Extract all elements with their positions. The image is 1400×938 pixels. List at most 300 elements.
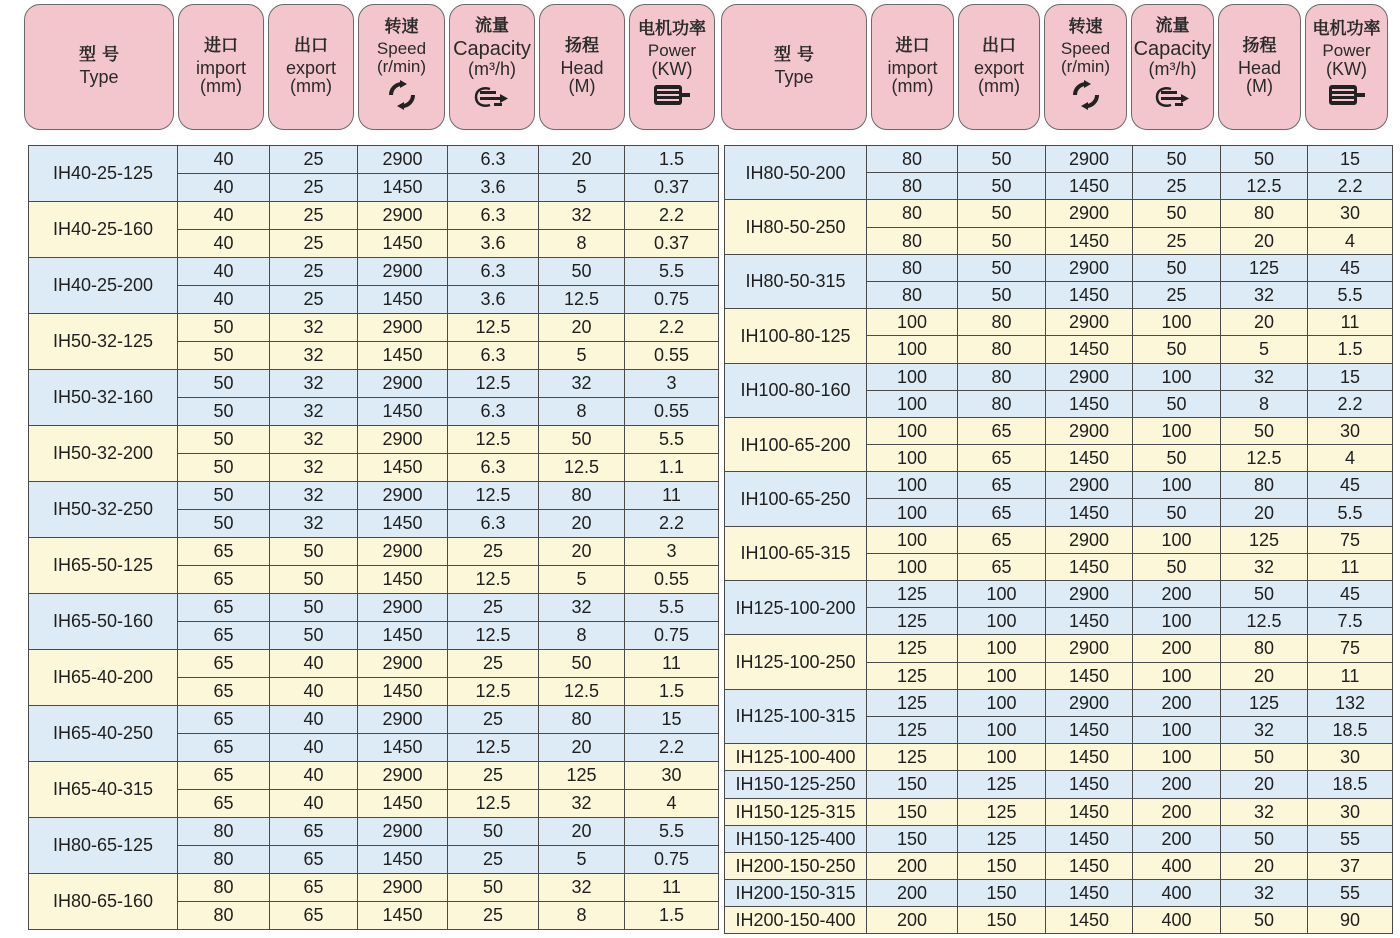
table-row — [725, 825, 1393, 852]
power-cell: 11 — [1308, 553, 1393, 580]
header-unit-label: (M) — [1246, 76, 1273, 97]
power-cell: 30 — [1308, 798, 1393, 825]
table-row — [725, 309, 1393, 336]
head-cell: 20 — [539, 538, 625, 566]
header-head-right — [1218, 4, 1301, 130]
export-cell: 100 — [958, 662, 1046, 689]
import-cell: 125 — [867, 716, 958, 743]
head-cell: 20 — [539, 146, 625, 174]
import-cell: 100 — [867, 526, 958, 553]
capacity-cell: 50 — [1133, 146, 1221, 173]
speed-cell: 2900 — [1046, 417, 1133, 444]
header-speed-left — [358, 4, 445, 130]
head-cell: 8 — [1221, 390, 1308, 417]
head-cell: 32 — [539, 202, 625, 230]
header-cn-label: 进口 — [204, 35, 238, 56]
export-cell: 150 — [958, 852, 1046, 879]
header-unit-label: (KW) — [651, 58, 693, 79]
import-cell: 80 — [178, 902, 270, 930]
header-cn-label: 电机功率 — [638, 18, 706, 39]
export-cell: 65 — [958, 445, 1046, 472]
import-cell: 125 — [867, 581, 958, 608]
export-cell: 40 — [270, 762, 358, 790]
head-cell: 20 — [539, 818, 625, 846]
speed-cell: 1450 — [1046, 608, 1133, 635]
capacity-cell: 25 — [448, 650, 539, 678]
table-row — [29, 762, 719, 790]
import-cell: 80 — [867, 254, 958, 281]
header-power-right — [1305, 4, 1388, 130]
head-cell: 125 — [539, 762, 625, 790]
model-type-cell: IH125-100-400 — [725, 744, 867, 771]
capacity-cell: 25 — [448, 706, 539, 734]
header-capacity-left — [449, 4, 535, 130]
export-cell: 50 — [270, 538, 358, 566]
capacity-cell: 100 — [1133, 363, 1221, 390]
power-cell: 5.5 — [625, 426, 719, 454]
capacity-cell: 25 — [448, 594, 539, 622]
model-type-cell: IH80-50-315 — [725, 254, 867, 308]
power-cell: 2.2 — [625, 202, 719, 230]
export-cell: 40 — [270, 734, 358, 762]
table-row — [725, 852, 1393, 879]
capacity-cell: 100 — [1133, 744, 1221, 771]
table-row — [29, 258, 719, 286]
import-cell: 50 — [178, 314, 270, 342]
head-cell: 20 — [1221, 771, 1308, 798]
head-cell: 5 — [1221, 336, 1308, 363]
capacity-cell: 100 — [1133, 526, 1221, 553]
header-cn-label: 转速 — [384, 17, 419, 38]
header-type-right — [721, 4, 867, 130]
export-cell: 32 — [270, 510, 358, 538]
export-cell: 32 — [270, 342, 358, 370]
model-type-cell: IH80-50-250 — [725, 200, 867, 254]
import-cell: 80 — [178, 818, 270, 846]
import-cell: 50 — [178, 426, 270, 454]
speed-cell: 2900 — [358, 426, 448, 454]
export-cell: 65 — [958, 553, 1046, 580]
capacity-cell: 100 — [1133, 309, 1221, 336]
speed-cell: 1450 — [358, 230, 448, 258]
speed-cell: 1450 — [358, 846, 448, 874]
import-cell: 40 — [178, 230, 270, 258]
speed-cell: 2900 — [358, 370, 448, 398]
capacity-cell: 12.5 — [448, 566, 539, 594]
table-row — [29, 146, 719, 174]
import-cell: 65 — [178, 622, 270, 650]
header-export-right — [958, 4, 1040, 130]
header-cn-label: 出口 — [294, 35, 328, 56]
import-cell: 65 — [178, 762, 270, 790]
power-cell: 7.5 — [1308, 608, 1393, 635]
header-en-label: export — [973, 57, 1025, 78]
speed-cell: 1450 — [1046, 390, 1133, 417]
table-row — [29, 314, 719, 342]
speed-cell: 2900 — [358, 874, 448, 902]
power-cell: 132 — [1308, 689, 1393, 716]
capacity-cell: 100 — [1133, 716, 1221, 743]
model-type-cell: IH100-65-200 — [725, 417, 867, 471]
import-cell: 80 — [178, 846, 270, 874]
speed-cell: 2900 — [1046, 200, 1133, 227]
import-cell: 65 — [178, 566, 270, 594]
header-unit-label: (mm) — [290, 76, 332, 97]
table-row — [725, 363, 1393, 390]
header-unit-label: (mm) — [200, 76, 242, 97]
capacity-cell: 25 — [448, 902, 539, 930]
import-cell: 125 — [867, 689, 958, 716]
model-type-cell: IH150-125-250 — [725, 771, 867, 798]
export-cell: 80 — [958, 363, 1046, 390]
head-cell: 80 — [539, 706, 625, 734]
export-cell: 80 — [958, 309, 1046, 336]
speed-cell: 1450 — [1046, 771, 1133, 798]
header-type-left — [24, 4, 174, 130]
import-cell: 65 — [178, 538, 270, 566]
export-cell: 40 — [270, 650, 358, 678]
import-cell: 125 — [867, 608, 958, 635]
import-cell: 40 — [178, 286, 270, 314]
table-row — [725, 689, 1393, 716]
header-en-label: Capacity — [453, 38, 531, 61]
speed-cell: 1450 — [1046, 227, 1133, 254]
table-row — [725, 744, 1393, 771]
capacity-cell: 100 — [1133, 662, 1221, 689]
power-cell: 0.37 — [625, 174, 719, 202]
capacity-cell: 100 — [1133, 608, 1221, 635]
power-cell: 5.5 — [625, 258, 719, 286]
power-cell: 37 — [1308, 852, 1393, 879]
capacity-cell: 50 — [1133, 445, 1221, 472]
capacity-cell: 200 — [1133, 825, 1221, 852]
model-type-cell: IH200-150-315 — [725, 880, 867, 907]
capacity-cell: 12.5 — [448, 622, 539, 650]
speed-cell: 1450 — [358, 510, 448, 538]
import-cell: 80 — [867, 173, 958, 200]
power-cell: 4 — [625, 790, 719, 818]
speed-cell: 2900 — [358, 538, 448, 566]
power-cell: 0.75 — [625, 622, 719, 650]
model-type-cell: IH80-65-125 — [29, 818, 178, 874]
speed-cell: 2900 — [1046, 689, 1133, 716]
header-en-label: export — [285, 57, 337, 78]
speed-cell: 1450 — [1046, 336, 1133, 363]
export-cell: 50 — [958, 254, 1046, 281]
export-cell: 65 — [958, 526, 1046, 553]
power-cell: 18.5 — [1308, 716, 1393, 743]
head-cell: 32 — [539, 790, 625, 818]
import-cell: 100 — [867, 363, 958, 390]
head-cell: 20 — [539, 314, 625, 342]
speed-cell: 1450 — [1046, 281, 1133, 308]
motor-icon — [652, 82, 692, 113]
model-type-cell: IH200-150-400 — [725, 907, 867, 934]
speed-cell: 1450 — [1046, 852, 1133, 879]
table-row — [725, 417, 1393, 444]
import-cell: 65 — [178, 678, 270, 706]
head-cell: 32 — [539, 370, 625, 398]
header-unit-label: (M) — [568, 76, 596, 97]
import-cell: 40 — [178, 202, 270, 230]
speed-cell: 1450 — [1046, 907, 1133, 934]
head-cell: 50 — [539, 650, 625, 678]
header-cn-label: 出口 — [982, 35, 1016, 56]
import-cell: 65 — [178, 650, 270, 678]
import-cell: 50 — [178, 398, 270, 426]
capacity-cell: 12.5 — [448, 790, 539, 818]
head-cell: 125 — [1221, 526, 1308, 553]
import-cell: 65 — [178, 790, 270, 818]
speed-cell: 2900 — [1046, 472, 1133, 499]
speed-cell: 1450 — [358, 902, 448, 930]
power-cell: 11 — [1308, 662, 1393, 689]
table-row — [725, 907, 1393, 934]
header-cn-label: 电机功率 — [1312, 18, 1381, 39]
speed-cell: 1450 — [358, 678, 448, 706]
power-cell: 30 — [1308, 417, 1393, 444]
export-cell: 25 — [270, 258, 358, 286]
power-cell: 5.5 — [1308, 281, 1393, 308]
head-cell: 12.5 — [1221, 173, 1308, 200]
head-cell: 12.5 — [1221, 445, 1308, 472]
capacity-cell: 400 — [1133, 907, 1221, 934]
import-cell: 50 — [178, 370, 270, 398]
power-cell: 0.37 — [625, 230, 719, 258]
export-cell: 25 — [270, 146, 358, 174]
table-row — [29, 202, 719, 230]
speed-cell: 2900 — [358, 482, 448, 510]
header-unit-label: (mm) — [891, 76, 934, 97]
speed-cell: 2900 — [358, 594, 448, 622]
export-cell: 50 — [958, 200, 1046, 227]
model-type-cell: IH50-32-160 — [29, 370, 178, 426]
table-row — [725, 798, 1393, 825]
head-cell: 20 — [1221, 499, 1308, 526]
head-cell: 50 — [1221, 146, 1308, 173]
header-row-right — [721, 4, 1388, 132]
import-cell: 50 — [178, 454, 270, 482]
export-cell: 100 — [958, 716, 1046, 743]
rotation-icon — [1069, 80, 1103, 115]
export-cell: 80 — [958, 336, 1046, 363]
capacity-cell: 50 — [448, 874, 539, 902]
export-cell: 32 — [270, 454, 358, 482]
export-cell: 50 — [958, 173, 1046, 200]
import-cell: 40 — [178, 146, 270, 174]
export-cell: 32 — [270, 426, 358, 454]
head-cell: 32 — [1221, 880, 1308, 907]
model-type-cell: IH40-25-200 — [29, 258, 178, 314]
head-cell: 12.5 — [539, 286, 625, 314]
capacity-cell: 25 — [448, 846, 539, 874]
capacity-cell: 200 — [1133, 771, 1221, 798]
speed-cell: 2900 — [358, 706, 448, 734]
speed-cell: 1450 — [358, 790, 448, 818]
speed-cell: 2900 — [1046, 363, 1133, 390]
power-cell: 3 — [625, 370, 719, 398]
import-cell: 65 — [178, 734, 270, 762]
export-cell: 80 — [958, 390, 1046, 417]
table-row — [29, 482, 719, 510]
export-cell: 65 — [958, 472, 1046, 499]
capacity-cell: 6.3 — [448, 454, 539, 482]
export-cell: 25 — [270, 230, 358, 258]
head-cell: 5 — [539, 846, 625, 874]
speed-cell: 2900 — [1046, 526, 1133, 553]
power-cell: 2.2 — [1308, 173, 1393, 200]
table-row — [29, 370, 719, 398]
speed-cell: 1450 — [358, 174, 448, 202]
table-row — [29, 818, 719, 846]
export-cell: 32 — [270, 482, 358, 510]
model-type-cell: IH65-40-250 — [29, 706, 178, 762]
export-cell: 65 — [270, 902, 358, 930]
export-cell: 125 — [958, 798, 1046, 825]
power-cell: 11 — [625, 874, 719, 902]
table-row — [29, 874, 719, 902]
capacity-cell: 6.3 — [448, 258, 539, 286]
speed-cell: 1450 — [358, 342, 448, 370]
import-cell: 125 — [867, 662, 958, 689]
capacity-cell: 3.6 — [448, 286, 539, 314]
header-en-label: Head — [1237, 57, 1282, 78]
power-cell: 5.5 — [625, 818, 719, 846]
power-cell: 55 — [1308, 880, 1393, 907]
speed-cell: 2900 — [358, 818, 448, 846]
export-cell: 50 — [270, 622, 358, 650]
export-cell: 50 — [958, 146, 1046, 173]
header-import-right — [871, 4, 954, 130]
header-power-left — [629, 4, 715, 130]
motor-icon — [1327, 82, 1367, 113]
table-row — [725, 200, 1393, 227]
capacity-cell: 6.3 — [448, 202, 539, 230]
capacity-cell: 3.6 — [448, 174, 539, 202]
head-cell: 8 — [539, 622, 625, 650]
capacity-cell: 12.5 — [448, 314, 539, 342]
header-cn-label: 进口 — [895, 35, 930, 56]
model-type-cell: IH100-80-125 — [725, 309, 867, 363]
head-cell: 80 — [1221, 472, 1308, 499]
capacity-cell: 200 — [1133, 798, 1221, 825]
export-cell: 25 — [270, 286, 358, 314]
import-cell: 100 — [867, 499, 958, 526]
model-type-cell: IH80-50-200 — [725, 146, 867, 200]
export-cell: 40 — [270, 706, 358, 734]
model-type-cell: IH65-50-160 — [29, 594, 178, 650]
table-row — [725, 146, 1393, 173]
import-cell: 100 — [867, 417, 958, 444]
header-cn-label: 型 号 — [774, 45, 814, 66]
head-cell: 32 — [539, 594, 625, 622]
speed-cell: 2900 — [1046, 146, 1133, 173]
speed-cell: 1450 — [1046, 716, 1133, 743]
header-row-left — [24, 4, 718, 132]
power-cell: 1.5 — [625, 678, 719, 706]
export-cell: 32 — [270, 398, 358, 426]
model-type-cell: IH125-100-200 — [725, 581, 867, 635]
import-cell: 200 — [867, 907, 958, 934]
capacity-cell: 200 — [1133, 581, 1221, 608]
capacity-cell: 25 — [1133, 281, 1221, 308]
head-cell: 12.5 — [1221, 608, 1308, 635]
export-cell: 25 — [270, 202, 358, 230]
header-capacity-right — [1131, 4, 1214, 130]
capacity-cell: 50 — [1133, 499, 1221, 526]
speed-cell: 1450 — [1046, 173, 1133, 200]
speed-cell: 1450 — [358, 286, 448, 314]
speed-cell: 1450 — [1046, 662, 1133, 689]
capacity-cell: 100 — [1133, 417, 1221, 444]
head-cell: 8 — [539, 902, 625, 930]
capacity-cell: 50 — [1133, 200, 1221, 227]
header-cn-label: 扬程 — [1242, 35, 1277, 56]
header-en-label: Type — [79, 66, 119, 87]
head-cell: 20 — [1221, 309, 1308, 336]
head-cell: 125 — [1221, 689, 1308, 716]
capacity-cell: 50 — [448, 818, 539, 846]
header-import-left — [178, 4, 264, 130]
table-row — [725, 635, 1393, 662]
speed-cell: 2900 — [1046, 309, 1133, 336]
speed-cell: 1450 — [358, 734, 448, 762]
export-cell: 125 — [958, 825, 1046, 852]
import-cell: 50 — [178, 342, 270, 370]
head-cell: 20 — [1221, 852, 1308, 879]
export-cell: 100 — [958, 608, 1046, 635]
import-cell: 80 — [867, 200, 958, 227]
speed-cell: 2900 — [358, 650, 448, 678]
power-cell: 45 — [1308, 581, 1393, 608]
header-unit-label: (m³/h) — [1148, 59, 1197, 80]
power-cell: 15 — [1308, 146, 1393, 173]
model-type-cell: IH200-150-250 — [725, 852, 867, 879]
power-cell: 3 — [625, 538, 719, 566]
export-cell: 150 — [958, 880, 1046, 907]
header-cn-label: 流量 — [475, 16, 509, 37]
power-cell: 11 — [1308, 309, 1393, 336]
head-cell: 20 — [1221, 227, 1308, 254]
header-en-label: Power — [1322, 40, 1371, 60]
speed-cell: 1450 — [1046, 553, 1133, 580]
header-en-label: import — [195, 57, 246, 78]
export-cell: 50 — [270, 594, 358, 622]
speed-cell: 1450 — [358, 454, 448, 482]
header-export-left — [268, 4, 354, 130]
import-cell: 50 — [178, 510, 270, 538]
export-cell: 65 — [958, 499, 1046, 526]
capacity-cell: 6.3 — [448, 146, 539, 174]
table-row — [29, 706, 719, 734]
speed-cell: 2900 — [1046, 581, 1133, 608]
model-type-cell: IH100-65-250 — [725, 472, 867, 526]
power-cell: 15 — [625, 706, 719, 734]
power-cell: 30 — [1308, 744, 1393, 771]
speed-cell: 2900 — [358, 202, 448, 230]
capacity-cell: 200 — [1133, 689, 1221, 716]
table-row — [29, 594, 719, 622]
capacity-cell: 12.5 — [448, 734, 539, 762]
table-row — [725, 880, 1393, 907]
model-type-cell: IH80-65-160 — [29, 874, 178, 930]
capacity-cell: 50 — [1133, 336, 1221, 363]
speed-cell: 2900 — [358, 258, 448, 286]
speed-cell: 1450 — [358, 622, 448, 650]
capacity-cell: 50 — [1133, 254, 1221, 281]
power-cell: 0.55 — [625, 398, 719, 426]
capacity-cell: 12.5 — [448, 426, 539, 454]
